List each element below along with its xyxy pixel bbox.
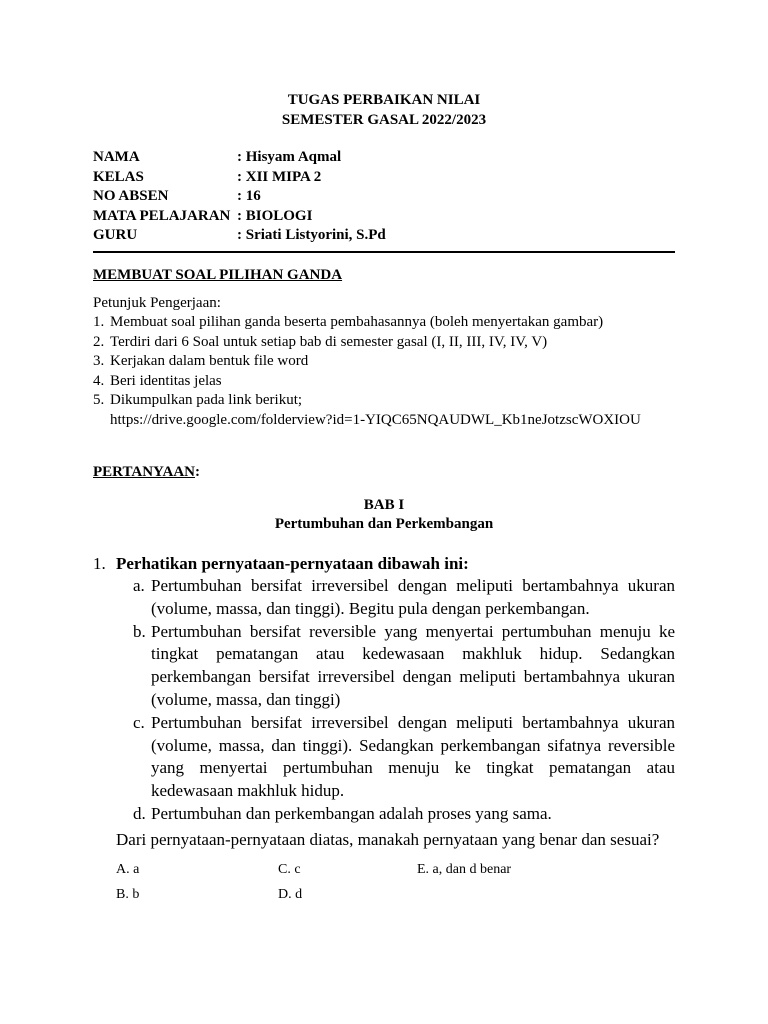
identity-row-mata-pelajaran — [93, 207, 675, 227]
chapter-title: Pertumbuhan dan Perkembangan — [274, 516, 494, 532]
identity-label: MATA PELAJARAN — [93, 207, 231, 224]
statement-item — [133, 712, 675, 803]
instruction-item — [93, 372, 675, 392]
chapter-heading — [93, 496, 675, 534]
answer-choice-d: D. d — [278, 886, 303, 902]
answer-choice-e: E. a, dan d benar — [417, 861, 512, 877]
instruction-item — [93, 313, 675, 333]
identity-row-no-absen — [93, 187, 675, 207]
chapter-number: BAB I — [363, 497, 405, 513]
answer-choice-a: A. a — [116, 861, 140, 877]
question-number: 1. — [93, 554, 106, 573]
instructions-title: Petunjuk Pengerjaan: — [93, 294, 221, 311]
identity-row-kelas — [93, 168, 675, 188]
identity-value: : 16 — [237, 188, 261, 204]
statement-letter: b. — [133, 621, 146, 641]
statement-item — [133, 575, 675, 621]
identity-value: : Sriati Listyorini, S.Pd — [237, 227, 386, 243]
instruction-text: Beri identitas jelas — [110, 372, 222, 389]
identity-block — [93, 148, 675, 246]
question-stem — [93, 552, 675, 575]
statement-letter: c. — [133, 712, 145, 732]
questions-heading-colon: : — [194, 464, 200, 480]
instruction-number: 4. — [93, 372, 105, 389]
instruction-item — [93, 352, 675, 372]
identity-row-guru — [93, 226, 675, 246]
question-prompt: Dari pernyataan-pernyataan diatas, manakah pernyataan yang benar dan sesuai? — [116, 829, 660, 849]
submission-link[interactable]: https://drive.google.com/folderview?id=1-YIQC65NQAUDWL_Kb1neJotzscWOXIOU — [110, 411, 641, 428]
instructions-block — [93, 294, 675, 431]
statement-list — [133, 575, 675, 826]
statement-text: Pertumbuhan bersifat irreversibel dengan meliputi bertambahnya ukuran (volume, massa, dan tinggi). Sedangkan perkembangan sifatnya reversible yang menyertai pertumbuhan menuju ke tingkat pematangan atau kedewasaan makhluk hidup. — [151, 712, 675, 801]
answer-choice-c: C. c — [278, 861, 301, 877]
statement-text: Pertumbuhan bersifat irreversibel dengan meliputi bertambahnya ukuran (volume, massa, dan tinggi). Begitu pula dengan perkembangan. — [151, 576, 675, 618]
instruction-number: 2. — [93, 333, 105, 350]
instruction-text: Dikumpulkan pada link berikut; — [110, 392, 303, 408]
instruction-text: Terdiri dari 6 Soal untuk setiap bab di semester gasal (I, II, III, IV, IV, V) — [110, 333, 548, 350]
identity-label: NAMA — [93, 149, 140, 165]
statement-text: Pertumbuhan dan perkembangan adalah proses yang sama. — [151, 803, 552, 823]
questions-heading — [93, 462, 675, 482]
document-page — [93, 90, 675, 907]
identity-label: KELAS — [93, 168, 144, 185]
identity-value: : XII MIPA 2 — [237, 168, 322, 185]
horizontal-rule — [93, 251, 675, 253]
statement-letter: d. — [133, 803, 146, 823]
document-title — [93, 90, 675, 130]
identity-value: : Hisyam Aqmal — [237, 149, 342, 165]
instruction-item — [93, 391, 675, 411]
statement-item — [133, 803, 675, 826]
questions-heading-text: PERTANYAAN — [93, 464, 195, 480]
instruction-number: 3. — [93, 353, 105, 369]
question-1 — [93, 552, 675, 907]
answer-choices — [116, 857, 675, 907]
statement-item — [133, 621, 675, 712]
instruction-item — [93, 333, 675, 353]
answer-choice-b: B. b — [116, 886, 140, 902]
instruction-number: 1. — [93, 314, 105, 330]
answer-row — [116, 882, 675, 907]
identity-value: : BIOLOGI — [237, 207, 313, 224]
question-stem-text: Perhatikan pernyataan-pernyataan dibawah ini: — [116, 554, 469, 573]
statement-text: Pertumbuhan bersifat reversible yang menyertai pertumbuhan menuju ke tingkat pematangan atau kedewasaan makhluk hidup. Sedangkan perkembangan bersifat irreversibel dengan meliputi bertambahnya ukuran (volume, massa, dan tinggi) — [151, 621, 675, 709]
identity-label: GURU — [93, 227, 138, 243]
statement-letter: a. — [133, 576, 145, 595]
identity-row-nama — [93, 148, 675, 168]
title-line-2: SEMESTER GASAL 2022/2023 — [281, 112, 487, 128]
assignment-heading: MEMBUAT SOAL PILIHAN GANDA — [93, 266, 343, 283]
instruction-text: Membuat soal pilihan ganda beserta pembahasannya (boleh menyertakan gambar) — [110, 314, 604, 330]
instruction-number: 5. — [93, 392, 105, 408]
title-line-1: TUGAS PERBAIKAN NILAI — [287, 92, 481, 108]
instruction-text: Kerjakan dalam bentuk file word — [110, 353, 309, 369]
answer-row — [116, 857, 675, 882]
identity-label: NO ABSEN — [93, 188, 169, 204]
